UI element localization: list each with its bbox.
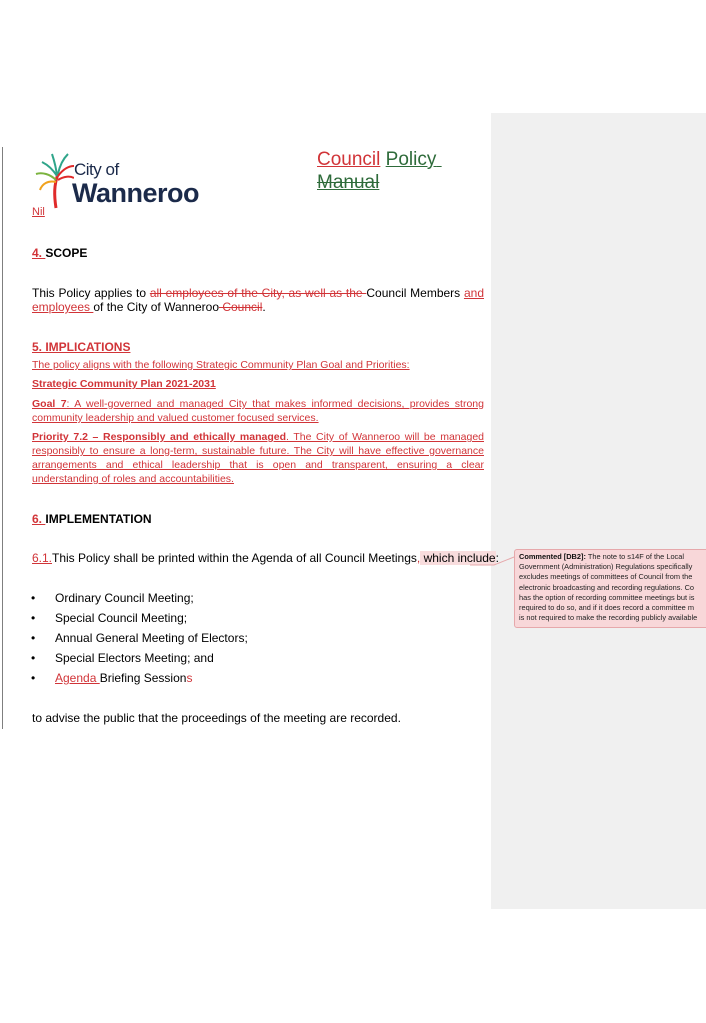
implementation-number: 6. xyxy=(32,512,43,526)
goal-label: Goal 7 xyxy=(32,398,67,410)
logo-plant-icon xyxy=(34,150,74,210)
priority-text: . The City of Wanneroo will be managed responsibly to ensure a long-term, sustainable future. The City will have effective governance arrangements and ethical leadership that is open and transparent, ensuring a clear understanding of roles and accountabilities. xyxy=(32,431,484,485)
bullet-inserted-s: s xyxy=(186,671,193,685)
comment-pane xyxy=(491,113,706,909)
scope-deleted-text: all employees of the City, as well as the xyxy=(149,286,367,300)
bullet-text: Annual General Meeting of Electors; xyxy=(55,631,248,645)
bullet-text: Special Electors Meeting; and xyxy=(55,651,214,665)
comment-connector-line xyxy=(470,555,520,567)
comment-line: electronic broadcasting and recording regulations. Co xyxy=(519,582,695,592)
implementation-heading xyxy=(32,512,152,526)
bullet-icon: • xyxy=(31,631,36,645)
comment-balloon[interactable] xyxy=(514,549,706,628)
title-inserted: Council xyxy=(317,149,381,170)
implementation-title: IMPLEMENTATION xyxy=(45,512,152,526)
implications-heading: 5. IMPLICATIONS xyxy=(32,340,131,354)
comment-line: The note to s14F of the Local xyxy=(585,552,684,561)
bullet-icon: • xyxy=(31,651,36,665)
comment-line: required to do so, and if it does record a committee m xyxy=(519,603,694,613)
change-bar xyxy=(2,147,3,729)
scope-text-end: . xyxy=(262,300,266,314)
list-item xyxy=(31,671,192,685)
closing-text: to advise the public that the proceedings of the meeting are recorded. xyxy=(32,711,401,725)
city-of-wanneroo-logo xyxy=(34,150,204,212)
title-policy: Policy xyxy=(385,149,437,170)
bullet-text: Briefing Session xyxy=(99,671,187,685)
comment-label: Commented [DB2]: xyxy=(519,552,586,561)
logo-line2: Wanneroo xyxy=(72,178,199,208)
plan-title: Strategic Community Plan 2021-2031 xyxy=(32,378,216,390)
scope-title: SCOPE xyxy=(45,246,88,260)
comment-line: excludes meetings of committees of Council from the xyxy=(519,572,693,582)
comment-line: is not required to make the recording publicly available xyxy=(519,613,698,623)
comment-anchor-highlight[interactable]: which include xyxy=(420,551,496,565)
clause-text: This Policy shall be printed within the Agenda of all Council Meetings xyxy=(52,551,417,565)
bullet-icon: • xyxy=(31,671,36,685)
list-item xyxy=(31,611,187,625)
clause-number: 6.1. xyxy=(32,551,53,565)
scope-paragraph xyxy=(32,286,484,314)
scope-number: 4. xyxy=(32,246,43,260)
list-item xyxy=(31,591,194,605)
scope-text-after: of the City of Wanneroo xyxy=(93,300,219,314)
scope-heading xyxy=(32,246,87,260)
clause-6-1 xyxy=(32,551,499,565)
bullet-inserted-agenda: Agenda xyxy=(55,671,100,685)
bullet-text: Special Council Meeting; xyxy=(55,611,188,625)
priority-paragraph xyxy=(32,430,484,486)
clause-end: : xyxy=(495,551,499,565)
list-item xyxy=(31,651,214,665)
list-item xyxy=(31,631,248,645)
scope-inserted-text: and employees xyxy=(32,286,484,314)
nil-text: Nil xyxy=(32,206,45,218)
bullet-text: Ordinary Council Meeting; xyxy=(55,591,194,605)
priority-label: Priority 7.2 – Responsibly and ethically managed xyxy=(32,431,287,443)
comment-line: Government (Administration) Regulations specifically xyxy=(519,562,693,572)
title-deleted: Manual xyxy=(317,172,380,193)
scope-deleted-council: Council xyxy=(219,300,263,314)
scope-text-prefix: This Policy applies to xyxy=(32,286,150,300)
scope-text-mid: Council Members xyxy=(366,286,464,300)
goal-text: : A well-governed and managed City that makes informed decisions, provides strong community leadership and valued customer focused services. xyxy=(32,398,484,424)
clause-inserted-comma: , xyxy=(416,551,421,565)
implications-intro: The policy aligns with the following Strategic Community Plan Goal and Priorities: xyxy=(32,359,410,371)
comment-line: has the option of recording committee meetings but is xyxy=(519,592,695,602)
goal-paragraph xyxy=(32,397,484,425)
document-title xyxy=(317,148,442,194)
logo-line1: City of xyxy=(74,160,119,179)
bullet-icon: • xyxy=(31,591,36,605)
bullet-icon: • xyxy=(31,611,36,625)
